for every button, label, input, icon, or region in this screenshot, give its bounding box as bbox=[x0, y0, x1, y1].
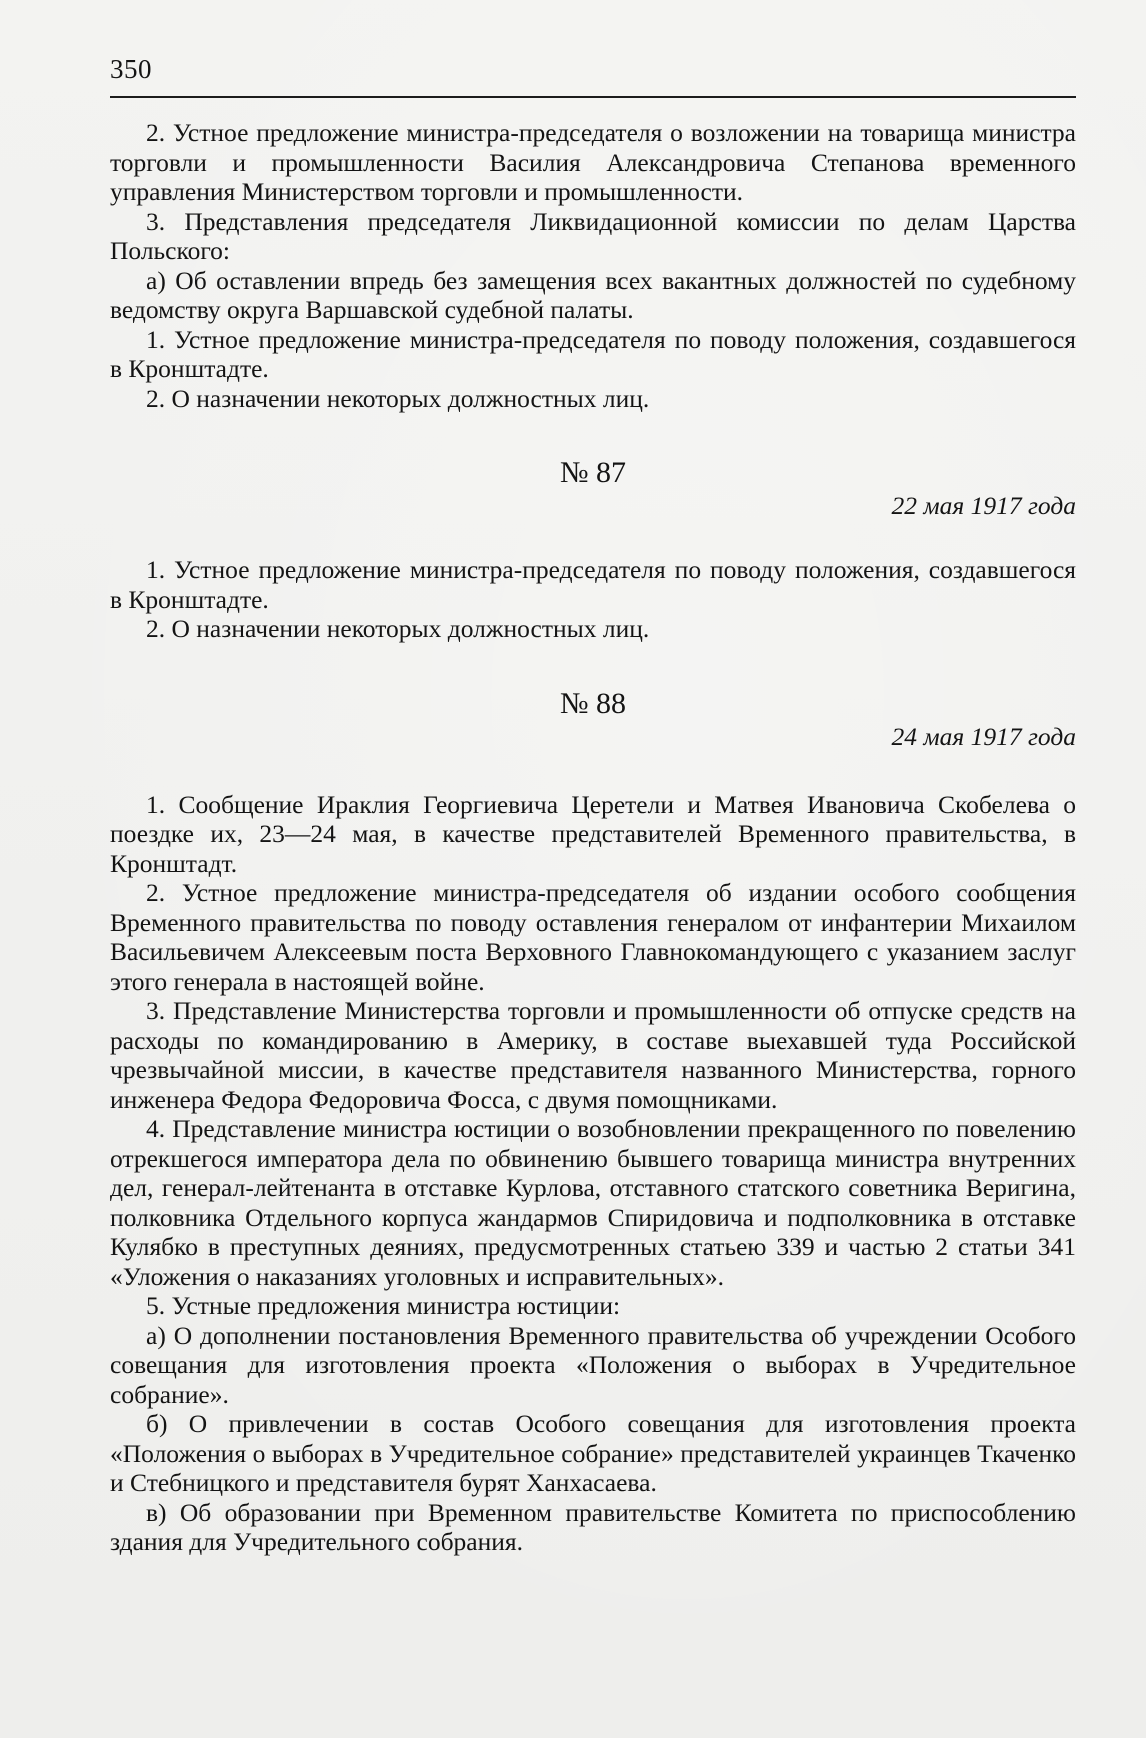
document-number-88: № 88 bbox=[559, 686, 627, 720]
document-number-87: № 87 bbox=[559, 456, 627, 489]
document-date-87: 22 мая 1917 года bbox=[891, 491, 1076, 520]
paragraph: 2. О назначении некоторых должностных лиц. bbox=[146, 383, 650, 413]
paragraph: в) Об образовании при Временном правительстве Комитета по приспособлению здания для Учредительного собрания. bbox=[110, 1497, 1076, 1556]
paragraph: а) О дополнении постановления Временного правительства об учреждении Особого совещания для изготовления проекта «Положения о выборах в Учредительное собрание». bbox=[110, 1320, 1076, 1409]
paragraph: 5. Устные предложения министра юстиции: bbox=[146, 1291, 621, 1320]
page-content bbox=[110, 118, 1076, 1557]
paragraph: 1. Сообщение Ираклия Георгиевича Церетели и Матвея Ивановича Скобелева о поездке их, 23—24 мая, в качестве представителей Временного правительства, в Кронштадт. bbox=[110, 789, 1076, 878]
header-rule bbox=[110, 96, 1076, 98]
paragraph: 4. Представление министра юстиции о возобновлении прекращенного по повелению отрекшегося императора дела по обвинению бывшего товарища министра внутренних дел, генерал-лейтенанта в отставке Курлова, отставного статского советника Веригина, полковника Отдельного корпуса жандармов Спиридовича и подполковника в отставке Кулябко в преступных деяниях, предусмотренных статьею 339 и частью 2 статьи 341 «Уложения о наказаниях уголовных и исправительных». bbox=[110, 1114, 1076, 1291]
page-number: 350 bbox=[110, 54, 152, 84]
paragraph: 3. Представление Министерства торговли и промышленности об отпуске средств на расходы по командированию в Америку, в составе выехавшей туда Российской чрезвычайной миссии, в качестве представителя названного Министерства, горного инженера Федора Федоровича Фосса, с двумя помощниками. bbox=[110, 996, 1076, 1114]
paragraph: 3. Представления председателя Ликвидационной комиссии по делам Царства Польского: bbox=[110, 206, 1076, 265]
document-date-88: 24 мая 1917 года bbox=[891, 721, 1076, 751]
paragraph: а) Об оставлении впредь без замещения всех вакантных должностей по судебному ведомству округа Варшавской судебной палаты. bbox=[110, 265, 1076, 324]
paragraph: 2. О назначении некоторых должностных лиц. bbox=[146, 614, 650, 643]
paragraph: б) О привлечении в состав Особого совещания для изготовления проекта «Положения о выборах в Учредительное собрание» представителей украинцев Ткаченко и Стебницкого и представителя бурят Ханхасаева. bbox=[110, 1409, 1076, 1497]
paragraph: 1. Устное предложение министра-председателя по поводу положения, создавшегося в Кронштадте. bbox=[110, 324, 1076, 383]
paragraph: 2. Устное предложение министра-председателя об издании особого сообщения Временного правительства по поводу оставления генералом от инфантерии Михаилом Васильевичем Алексеевым поста Верховного Главнокомандующего с указанием заслуг этого генерала в настоящей войне. bbox=[110, 878, 1076, 996]
paragraph: 1. Устное предложение министра-председателя по поводу положения, создавшегося в Кронштадте. bbox=[110, 555, 1076, 614]
paragraph: 2. Устное предложение министра-председателя о возложении на товарища министра торговли и промышленности Василия Александровича Степанова временного управления Министерством торговли и промышленности. bbox=[110, 118, 1076, 206]
